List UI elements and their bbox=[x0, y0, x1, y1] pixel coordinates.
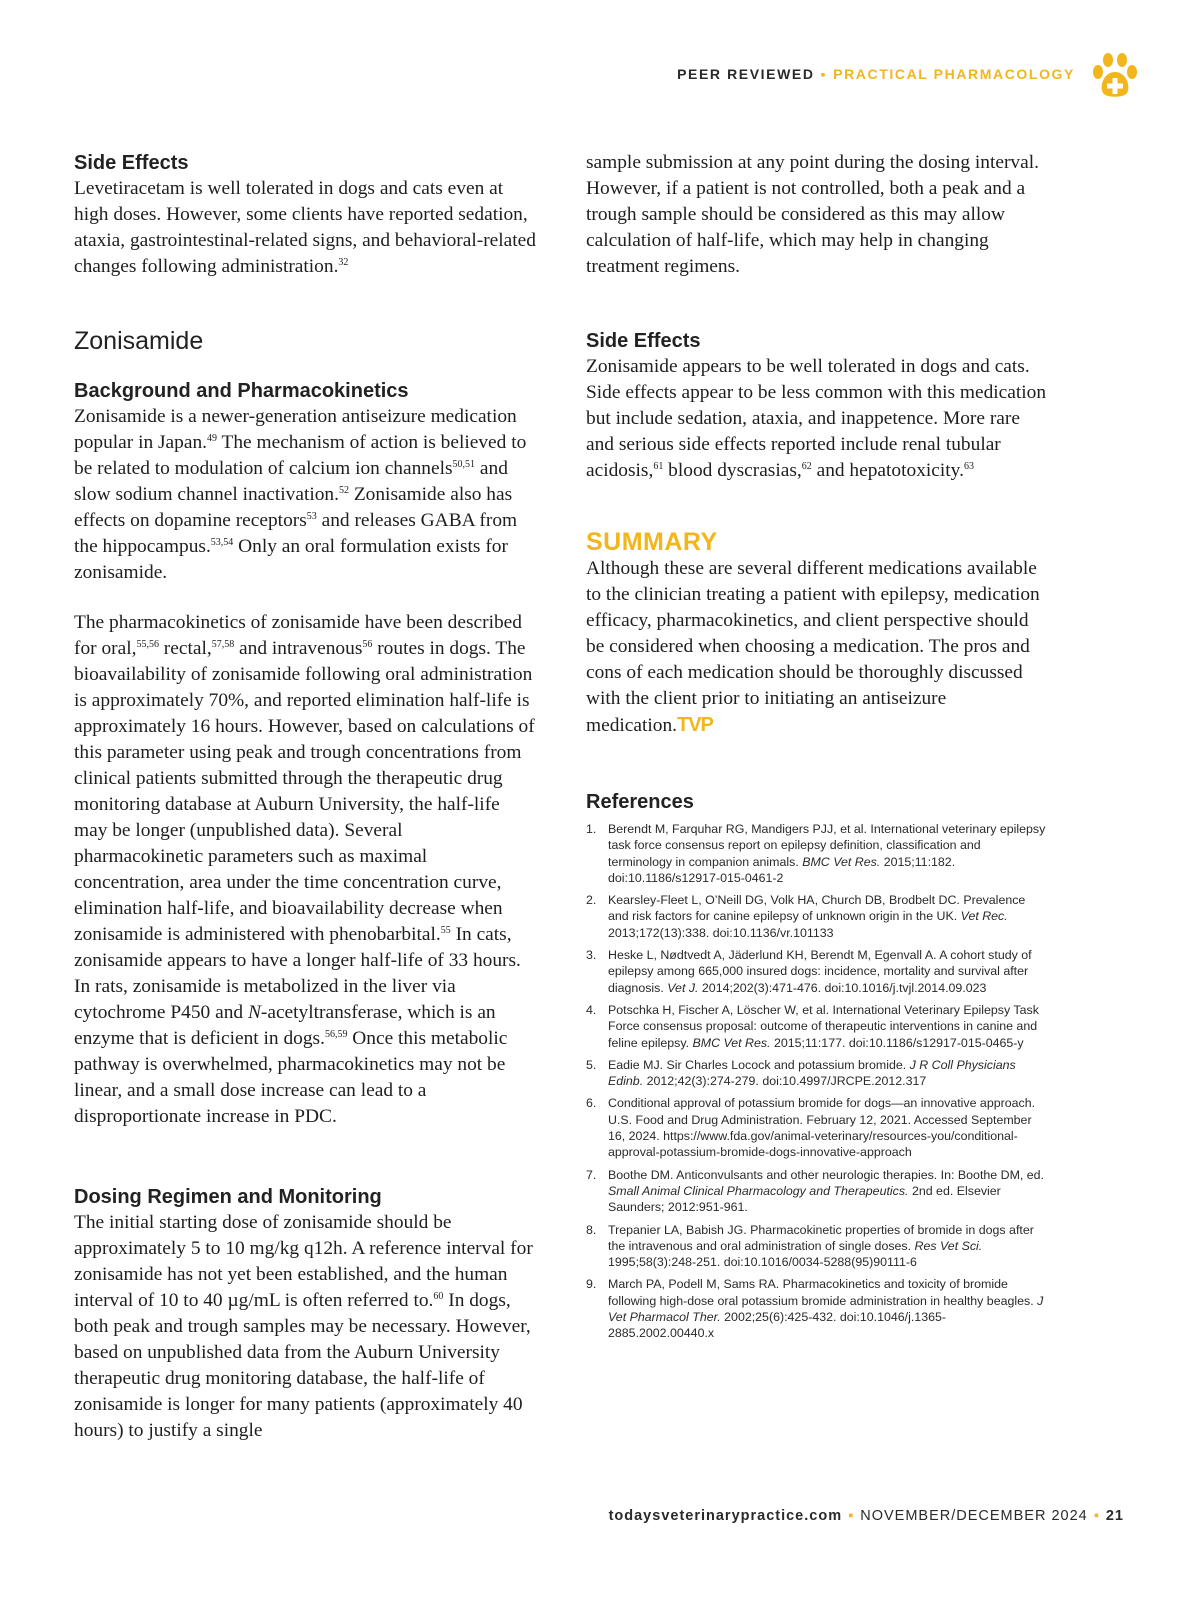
lev-side-effects-text: Levetiracetam is well tolerated in dogs and cats even at high doses. However, some clients have reported sedation, ataxia, gastrointestinal-related signs, and behavioral-related changes following administration.$^{32}$ bbox=[74, 178, 536, 277]
zon-side-effects-text: Zonisamide appears to be well tolerated in dogs and cats. Side effects appear to be less common with this medication but include sedation, ataxia, and inappetence. More rare and serious side effects reported include renal tubular acidosis,$^{61}$ blood dyscrasias,$^{62}$ and hepatotoxicity.$^{63}$ bbox=[586, 356, 1047, 481]
summary-text: Although these are several different medications available to the clinician treating a patient with epilepsy, medication efficacy, pharmacokinetics, and client perspective should be considered when choosing a medication. The pros and cons of each medication should be thoroughly discussed with the client prior to initiating an antiseizure medication.TVP bbox=[586, 558, 1040, 736]
reference-text: Boothe DM. Anticonvulsants and other neurologic therapies. In: Boothe DM, ed. bbox=[608, 1167, 1044, 1182]
reference-text: Heske L, Nødtvedt A, Jäderlund KH, Berendt M, Egenvall A. A cohort study of epilepsy among 665,000 insured dogs: incidence, mortality and survival after diagnosis. bbox=[608, 948, 1032, 995]
page-footer bbox=[609, 1508, 1124, 1524]
summary-heading: SUMMARY bbox=[586, 528, 718, 556]
zon-side-effects-heading: Side Effects bbox=[586, 330, 701, 352]
reference-journal: Vet J. bbox=[667, 980, 699, 995]
reference-number: 5. bbox=[586, 1057, 597, 1072]
reference-text: Potschka H, Fischer A, Löscher W, et al. International Veterinary Epilepsy Task Force consensus proposal: outcome of therapeutic interventions in canine and feline epilepsy. bbox=[608, 1002, 1039, 1050]
section-label: PEER REVIEWED bbox=[677, 66, 815, 82]
page-number: 21 bbox=[1105, 1508, 1124, 1524]
issue-label: NOVEMBER/DECEMBER 2024 bbox=[860, 1508, 1088, 1524]
reference-journal: BMC Vet Res. bbox=[692, 1035, 771, 1050]
references-list bbox=[586, 821, 1048, 1342]
paw-plus-icon bbox=[1090, 52, 1140, 100]
reference-item bbox=[586, 821, 1048, 886]
reference-details: 2nd ed. Elsevier Saunders; 2012:951-961. bbox=[608, 1183, 1001, 1215]
reference-journal: BMC Vet Res. bbox=[802, 854, 881, 869]
reference-item bbox=[586, 1002, 1048, 1051]
reference-number: 3. bbox=[586, 948, 597, 963]
background-paragraph-1: Zonisamide is a newer-generation antiseizure medication popular in Japan.$^{49}$ The mechanism of action is believed to be related to modulation of calcium ion channels$^{50,51}$ and slow sodium channel inactivation.$^{52}$ Zonisamide also has effects on dopamine receptors$^{53}$ and releases GABA from the hippocampus.$^{53,54}$ Only an oral formulation exists for zonisamide. bbox=[74, 406, 527, 583]
reference-text: March PA, Podell M, Sams RA. Pharmacokinetics and toxicity of bromide following high-dose oral potassium bromide administration in healthy beagles. bbox=[608, 1277, 1038, 1308]
footer-separator-2: ▪ bbox=[1093, 1508, 1100, 1524]
reference-journal: Small Animal Clinical Pharmacology and Therapeutics. bbox=[608, 1183, 909, 1198]
zonisamide-title: Zonisamide bbox=[74, 327, 204, 355]
reference-number: 1. bbox=[586, 822, 597, 836]
reference-number: 6. bbox=[586, 1096, 597, 1111]
reference-number: 2. bbox=[586, 893, 597, 908]
left-column bbox=[74, 150, 536, 1444]
reference-details: 2015;11:177. doi:10.1186/s12917-015-0465-y bbox=[770, 1035, 1024, 1050]
tvp-end-mark: TVP bbox=[677, 714, 713, 736]
reference-details: 2002;25(6):425-432. doi:10.1046/j.1365-2885.2002.00440.x bbox=[608, 1310, 946, 1341]
reference-number: 8. bbox=[586, 1222, 597, 1237]
reference-details: 2014;202(3):471-476. doi:10.1016/j.tvjl.2014.09.023 bbox=[698, 980, 987, 995]
header-separator: ▪ bbox=[820, 66, 828, 82]
reference-item bbox=[586, 1167, 1048, 1216]
reference-details: 2015;11:182. doi:10.1186/s12917-015-0461-2 bbox=[608, 854, 956, 885]
reference-item bbox=[586, 1095, 1048, 1160]
reference-number: 4. bbox=[586, 1002, 597, 1017]
reference-text: Conditional approval of potassium bromide for dogs—an innovative approach. U.S. Food and Drug Administration. February 12, 2021. Accessed September 16, 2024. https://www.fda.gov/animal-veterinary/resources-you/conditional-approval-potassium-bromide-dogs-innovative-approach bbox=[608, 1096, 1036, 1160]
reference-details: 2013;172(13):338. doi:10.1136/vr.101133 bbox=[608, 925, 834, 940]
reference-item bbox=[586, 947, 1048, 996]
footer-separator: ▪ bbox=[848, 1508, 855, 1524]
reference-text: Berendt M, Farquhar RG, Mandigers PJJ, et al. International veterinary epilepsy task force consensus report on epilepsy definition, classification and terminology in companion animals. bbox=[608, 822, 1046, 869]
background-paragraph-2: The pharmacokinetics of zonisamide have been described for oral,$^{55,56}$ rectal,$^{57,58}$ and intravenous$^{56}$ routes in dogs. The bioavailability of zonisamide following oral administration is approximately 70%, and reported elimination half-life is approximately 16 hours. However, based on calculations of this parameter using peak and trough concentrations from clinical patients submitted through the therapeutic drug monitoring database at Auburn University, the half-life may be longer (unpublished data). Several pharmacokinetic parameters such as maximal concentration, area under the time concentration curve, elimination half-life, and bioavailability decrease when zonisamide is administered with phenobarbital.$^{55}$ In cats, zonisamide appears to have a longer half-life of 33 hours. In rats, zonisamide is metabolized in the liver via cytochrome P450 and N-acetyltransferase, which is an enzyme that is deficient in dogs.$^{56,59}$ Once this metabolic pathway is overwhelmed, pharmacokinetics may not be linear, and a small dose increase can lead to a disproportionate increase in PDC. bbox=[74, 612, 535, 1127]
reference-details: 1995;58(3):248-251. doi:10.1016/0034-5288(95)90111-6 bbox=[608, 1255, 917, 1270]
reference-number: 7. bbox=[586, 1167, 597, 1182]
reference-text: Trepanier LA, Babish JG. Pharmacokinetic properties of bromide in dogs after the intravenous and oral administration of single doses. bbox=[608, 1222, 1034, 1253]
site-url[interactable]: todaysveterinarypractice.com bbox=[608, 1508, 843, 1524]
reference-item bbox=[586, 1276, 1048, 1341]
reference-number: 9. bbox=[586, 1277, 597, 1292]
reference-item bbox=[586, 1222, 1048, 1271]
reference-journal: Vet Rec. bbox=[960, 909, 1008, 924]
reference-journal: Res Vet Sci. bbox=[914, 1238, 983, 1253]
lev-side-effects-heading: Side Effects bbox=[74, 152, 189, 174]
reference-text: Eadie MJ. Sir Charles Locock and potassium bromide. bbox=[608, 1057, 910, 1072]
reference-journal: J R Coll Physicians Edinb. bbox=[608, 1057, 1016, 1089]
reference-details: 2012;42(3):274-279. doi:10.4997/JRCPE.2012.317 bbox=[643, 1074, 927, 1089]
background-heading: Background and Pharmacokinetics bbox=[74, 380, 409, 402]
reference-item bbox=[586, 892, 1048, 941]
references-heading: References bbox=[586, 791, 694, 813]
category-label: PRACTICAL PHARMACOLOGY bbox=[833, 66, 1075, 82]
reference-journal: J Vet Pharmacol Ther. bbox=[608, 1293, 1044, 1325]
dosing-text: The initial starting dose of zonisamide should be approximately 5 to 10 mg/kg q12h. A reference interval for zonisamide has not yet been established, and the human interval of 10 to 40 µg/mL is often referred to.$^{60}$ In dogs, both peak and trough samples may be necessary. However, based on unpublished data from the Auburn University therapeutic drug monitoring database, the half-life of zonisamide is longer for many patients (approximately 40 hours) to justify a single bbox=[74, 1212, 533, 1441]
reference-text: Kearsley-Fleet L, O’Neill DG, Volk HA, Church DB, Brodbelt DC. Prevalence and risk factors for canine epilepsy of unknown origin in the UK. bbox=[608, 893, 1026, 924]
dosing-continuation-text: sample submission at any point during the dosing interval. However, if a patient is not controlled, both a peak and a trough sample should be considered as this may allow calculation of half-life, which may help in changing treatment regimens. bbox=[586, 152, 1039, 277]
dosing-heading: Dosing Regimen and Monitoring bbox=[74, 1186, 382, 1208]
right-column bbox=[586, 150, 1048, 1348]
running-header bbox=[677, 66, 1075, 82]
reference-item bbox=[586, 1057, 1048, 1090]
